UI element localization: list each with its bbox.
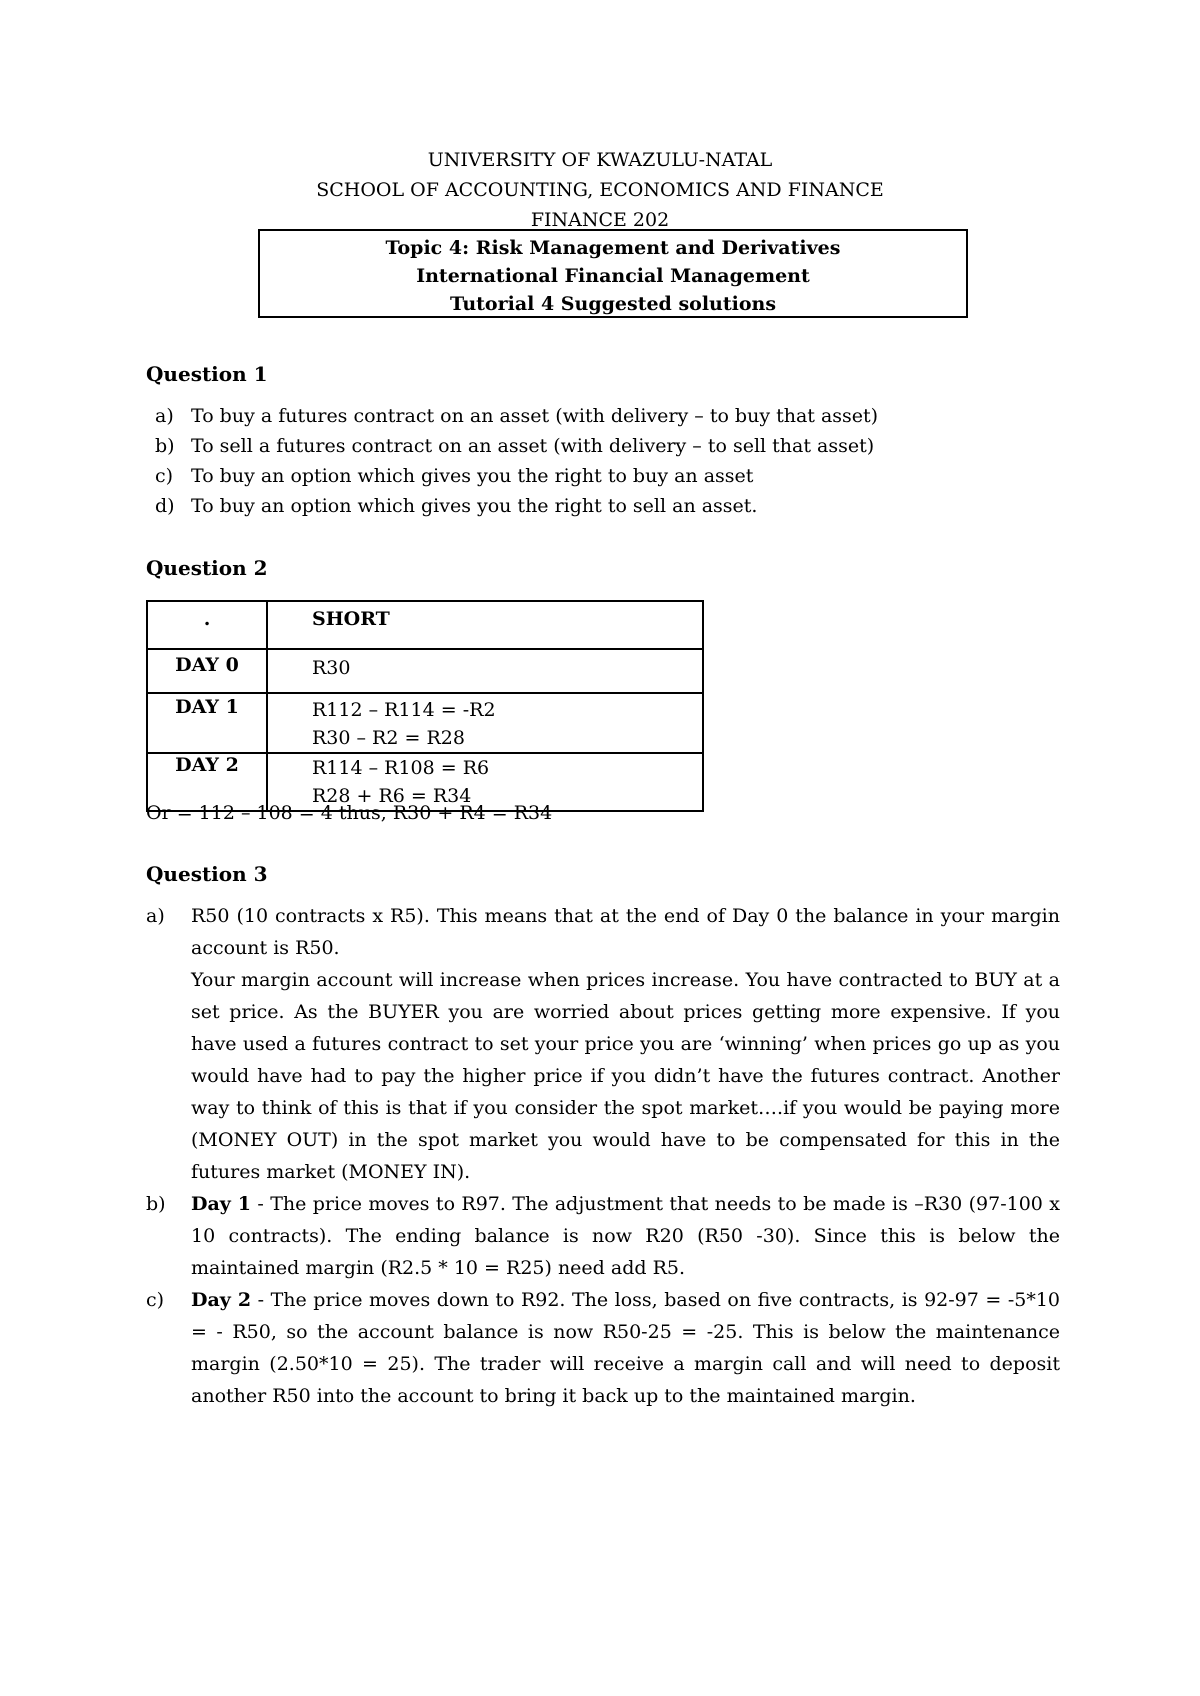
answer-item (155, 431, 878, 461)
day-label: Day 2 (191, 1289, 252, 1311)
answer-text: To buy a futures contract on an asset (with delivery – to buy that asset) (191, 405, 879, 427)
answer-text: - The price moves down to R92. The loss, based on five contracts, is 92-97 = -5*10 = - R50, so the account balance is now R50-25 = -25. This is below the maintenance margin (2.50*10 = 25). The trader will receive a margin call and will need to deposit another R50 into the account to bring it back up to the maintained margin. (191, 1289, 1060, 1407)
answer-item (155, 461, 878, 491)
answer-label: c) (146, 1289, 165, 1311)
tutorial-title: Tutorial 4 Suggested solutions (449, 293, 777, 315)
answer-label: c) (155, 465, 174, 487)
topic-title: Topic 4: Risk Management and Derivatives (385, 237, 841, 259)
document-header (0, 145, 1200, 235)
value-line: R30 – R2 = R28 (312, 727, 465, 749)
margin-table (146, 600, 704, 812)
topic-subtitle: International Financial Management (416, 265, 810, 287)
question-3-heading: Question 3 (146, 862, 268, 886)
answer-explanation: Your margin account will increase when prices increase. You have contracted to BUY at a set price. As the BUYER you are worried about prices getting more expensive. If you have used a futures contract to set your price you are ‘winning’ when prices go up as you would have had to pay the higher price if you didn’t have the futures contract. Another way to think of this is that if you consider the spot market….if you would be paying more (MONEY OUT) in the spot market you would have to be compensated for this in the futures market (MONEY IN). (191, 969, 1060, 1183)
value-line: R114 – R108 = R6 (312, 757, 490, 779)
day-label: Day 1 (191, 1193, 252, 1215)
answer-body (191, 1284, 1060, 1412)
table-header-cell: . (147, 601, 267, 649)
answer-item (155, 491, 878, 521)
answer-text: To buy an option which gives you the right to sell an asset. (191, 495, 758, 517)
value-line: R112 – R114 = -R2 (312, 699, 496, 721)
value-cell (267, 693, 703, 753)
question-1-heading: Question 1 (146, 362, 268, 386)
answer-item (146, 1188, 1060, 1284)
day-cell: DAY 2 (147, 753, 267, 811)
answer-item (146, 900, 1060, 1188)
question-1-answers (155, 401, 878, 521)
university-name: UNIVERSITY OF KWAZULU-NATAL (427, 149, 773, 171)
answer-body (191, 900, 1060, 1188)
answer-text: To sell a futures contract on an asset (with delivery – to sell that asset) (191, 435, 875, 457)
value-line: R28 + R6 = R34 (312, 785, 472, 807)
answer-label: b) (155, 435, 175, 457)
answer-label: a) (146, 905, 165, 927)
answer-label: b) (146, 1193, 166, 1215)
answer-item (146, 1284, 1060, 1412)
topic-box (258, 229, 968, 318)
answer-text: R50 (10 contracts x R5). This means that at the end of Day 0 the balance in your margin account is R50. (191, 905, 1060, 959)
question-2-heading: Question 2 (146, 556, 268, 580)
table-row (147, 693, 703, 753)
day-cell: DAY 1 (147, 693, 267, 753)
answer-text: To buy an option which gives you the right to buy an asset (191, 465, 754, 487)
question-3-answers (146, 900, 1060, 1412)
answer-body (191, 1188, 1060, 1284)
day-cell: DAY 0 (147, 649, 267, 693)
table-header-cell: SHORT (267, 601, 703, 649)
course-name: FINANCE 202 (530, 209, 670, 231)
value-line: R30 (312, 657, 351, 679)
school-name: SCHOOL OF ACCOUNTING, ECONOMICS AND FINANCE (316, 179, 884, 201)
answer-item (155, 401, 878, 431)
answer-text: - The price moves to R97. The adjustment that needs to be made is –R30 (97-100 x 10 contracts). The ending balance is now R20 (R50 -30). Since this is below the maintained margin (R2.5 * 10 = R25) need add R5. (191, 1193, 1060, 1279)
answer-label: a) (155, 405, 174, 427)
table-header-row (147, 601, 703, 649)
table-row (147, 649, 703, 693)
value-cell (267, 649, 703, 693)
answer-label: d) (155, 495, 175, 517)
alternative-calculation: Or = 112 – 108 = 4 thus, R30 + R4 = R34 (146, 802, 553, 824)
